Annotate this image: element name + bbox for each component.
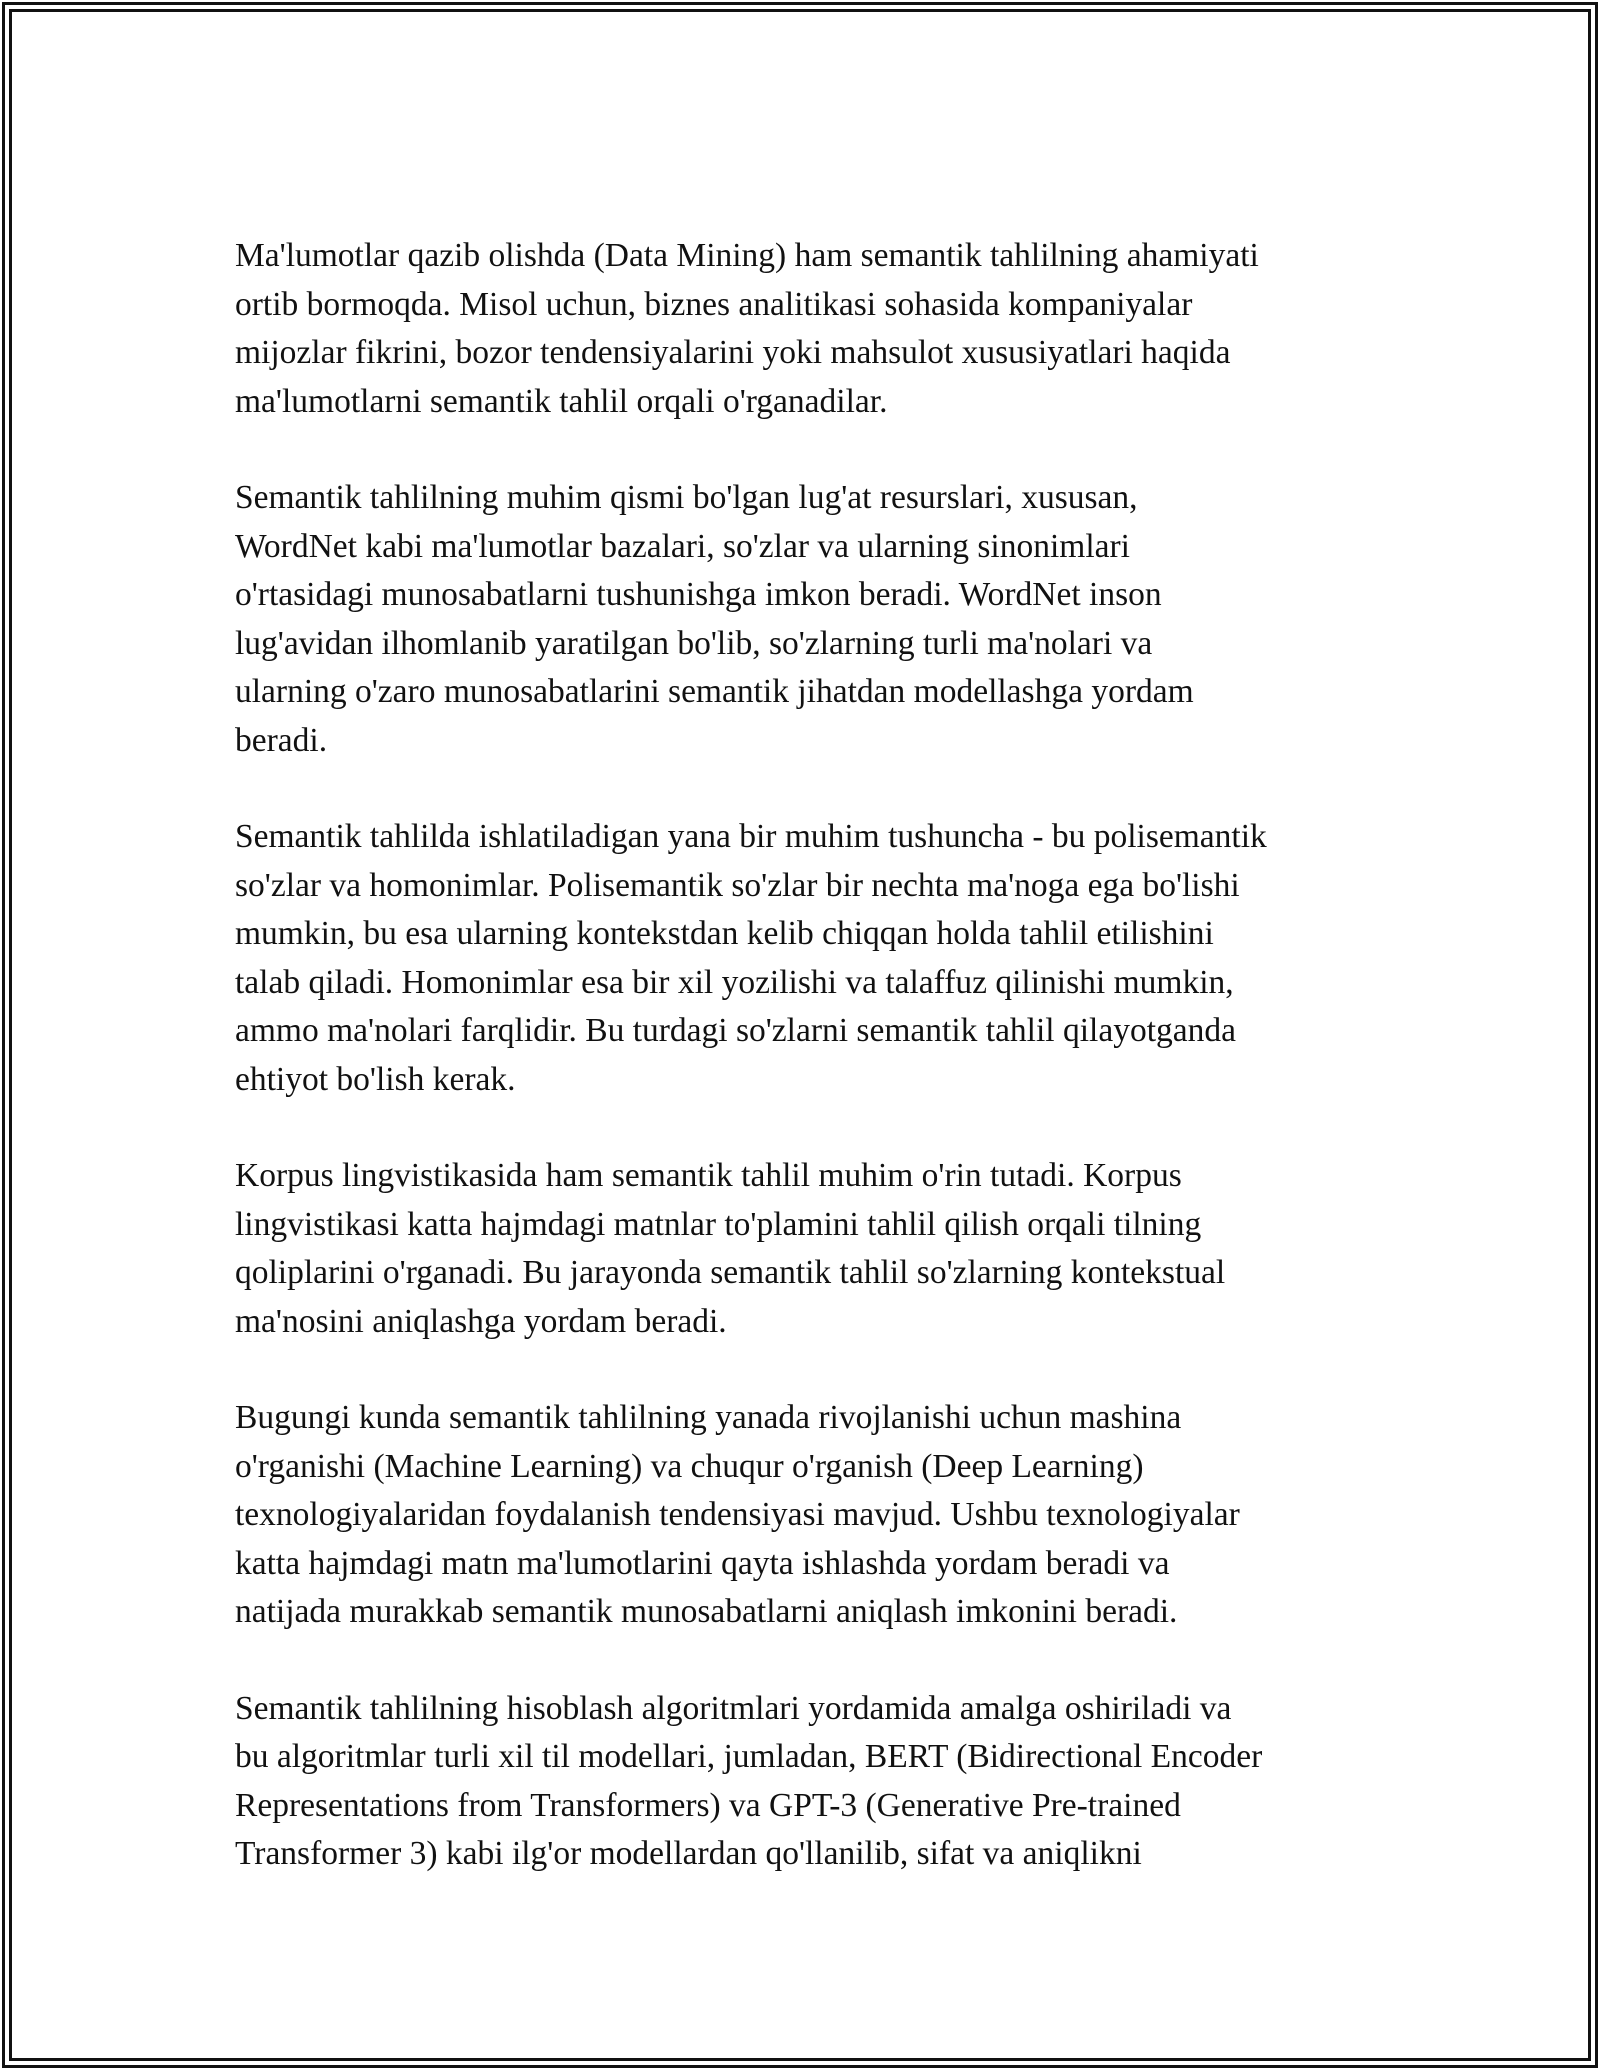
- text-line: lingvistikasi katta hajmdagi matnlar to'plamini tahlil qilish orqali tilning: [235, 1205, 1202, 1243]
- text-line: Ma'lumotlar qazib olishda (Data Mining) ham semantik tahlilning ahamiyati: [235, 237, 1259, 274]
- text-line: mumkin, bu esa ularning kontekstdan kelib chiqqan holda tahlil etilishini: [235, 915, 1214, 952]
- text-line: Bugungi kunda semantik tahlilning yanada rivojlanishi uchun mashina: [235, 1399, 1182, 1436]
- text-line: ma'nosini aniqlashga yordam beradi.: [235, 1302, 727, 1340]
- paragraph-algorithms: [235, 1685, 1395, 1879]
- paragraph-wordnet: [235, 474, 1395, 765]
- text-line: texnologiyalaridan foydalanish tendensiyasi mavjud. Ushbu texnologiyalar: [235, 1496, 1240, 1533]
- text-line: ehtiyot bo'lish kerak.: [235, 1060, 516, 1098]
- text-line: katta hajmdagi matn ma'lumotlarini qayta ishlashda yordam beradi va: [235, 1544, 1170, 1582]
- text-line: ammo ma'nolari farqlidir. Bu turdagi so'zlarni semantik tahlil qilayotganda: [235, 1012, 1237, 1049]
- text-line: o'rtasidagi munosabatlarni tushunishga imkon beradi. WordNet inson: [235, 576, 1162, 613]
- document-body: [235, 232, 1395, 1927]
- text-line: beradi.: [235, 721, 328, 759]
- paragraph-corpus: [235, 1152, 1395, 1346]
- text-line: Semantik tahlilning hisoblash algoritmlari yordamida amalga oshiriladi va: [235, 1689, 1232, 1727]
- text-line: Semantik tahlilning muhim qismi bo'lgan lug'at resurslari, xususan,: [235, 479, 1138, 516]
- text-line: qoliplarini o'rganadi. Bu jarayonda semantik tahlil so'zlarning kontekstual: [235, 1254, 1226, 1291]
- text-line: natijada murakkab semantik munosabatlarni aniqlash imkonini beradi.: [235, 1593, 1178, 1630]
- text-line: ularning o'zaro munosabatlarini semantik jihatdan modellashga yordam: [235, 673, 1194, 710]
- text-line: Korpus lingvistikasida ham semantik tahlil muhim o'rin tutadi. Korpus: [235, 1157, 1182, 1194]
- text-line: ma'lumotlarni semantik tahlil orqali o'rganadilar.: [235, 382, 888, 420]
- text-line: o'rganishi (Machine Learning) va chuqur o'rganish (Deep Learning): [235, 1447, 1144, 1485]
- text-line: mijozlar fikrini, bozor tendensiyalarini yoki mahsulot xususiyatlari haqida: [235, 334, 1231, 371]
- paragraph-data-mining: [235, 232, 1395, 426]
- text-line: so'zlar va homonimlar. Polisemantik so'zlar bir nechta ma'noga ega bo'lishi: [235, 866, 1240, 904]
- text-line: WordNet kabi ma'lumotlar bazalari, so'zlar va ularning sinonimlari: [235, 527, 1130, 565]
- text-line: lug'avidan ilhomlanib yaratilgan bo'lib, so'zlarning turli ma'nolari va: [235, 624, 1153, 662]
- text-line: Semantik tahlilda ishlatiladigan yana bir muhim tushuncha - bu polisemantik: [235, 818, 1267, 855]
- text-line: Transformer 3) kabi ilg'or modellardan qo'llanilib, sifat va aniqlikni: [235, 1835, 1142, 1872]
- text-line: Representations from Transformers) va GPT-3 (Generative Pre-trained: [235, 1786, 1181, 1824]
- text-line: bu algoritmlar turli xil til modellari, jumladan, BERT (Bidirectional Encoder: [235, 1738, 1263, 1775]
- text-line: ortib bormoqda. Misol uchun, biznes analitikasi sohasida kompaniyalar: [235, 285, 1193, 323]
- paragraph-machine-learning: [235, 1394, 1395, 1637]
- text-line: talab qiladi. Homonimlar esa bir xil yozilishi va talaffuz qilinishi mumkin,: [235, 963, 1234, 1001]
- paragraph-polysemy: [235, 813, 1395, 1104]
